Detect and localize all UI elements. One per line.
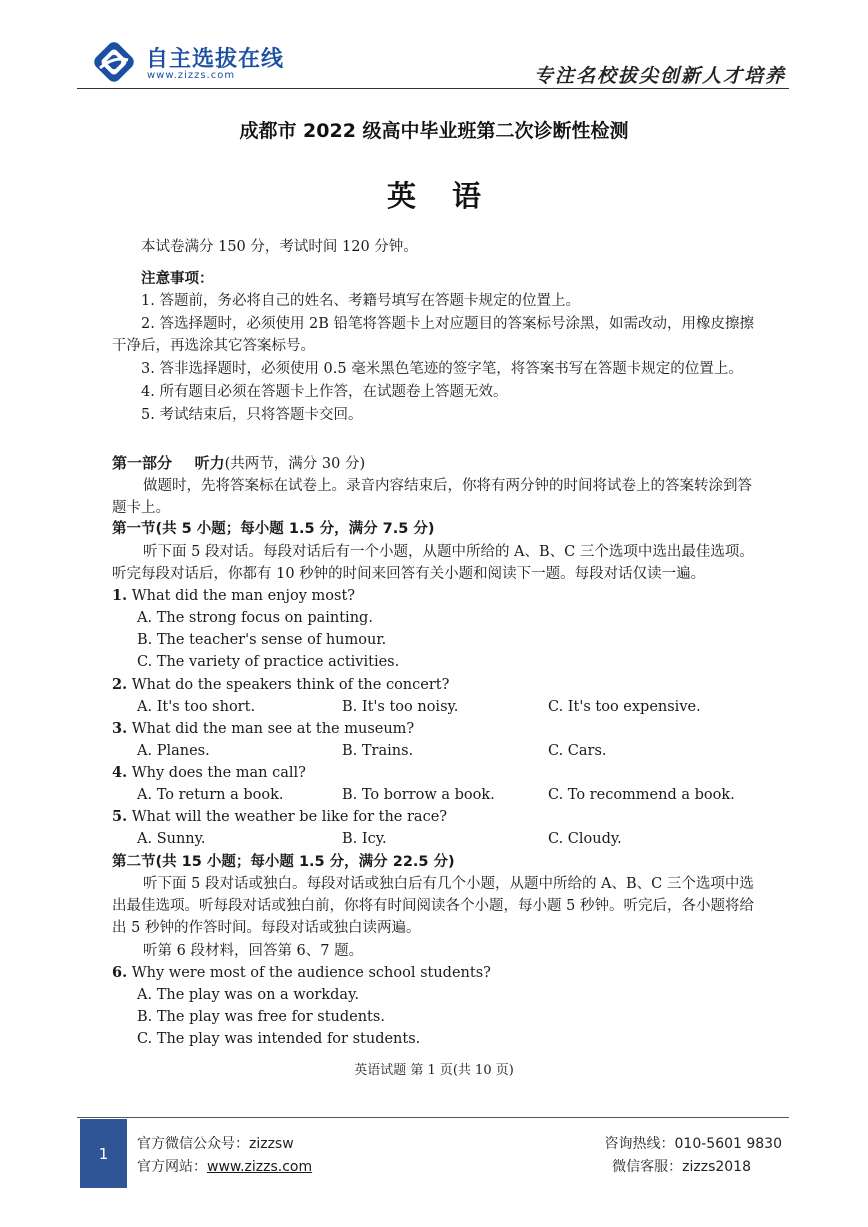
question-number: 5. <box>112 808 128 825</box>
hotline-value: 010-5601 9830 <box>674 1136 782 1152</box>
part1-instructions: 做题时，先将答案标在试卷上。录音内容结束后，你将有两分钟的时间将试卷上的答案转涂到答题卡上。 <box>112 478 752 516</box>
section1-instructions: 听下面 5 段对话。每段对话后有一个小题，从题中所给的 A、B、C 三个选项中选出最佳选项。听完每段对话后，你都有 10 秒钟的时间来回答有关小题和阅读下一题。每段对话仅读一遍。 <box>112 544 754 582</box>
option-b: B. Icy. <box>342 831 387 847</box>
brand-name: 自主选拔在线 <box>146 47 285 72</box>
question-text: What did the man see at the museum? <box>131 721 415 737</box>
question-number: 6. <box>112 964 128 981</box>
option-a: A. Sunny. <box>137 831 206 847</box>
brand-url: www.zizzs.com <box>147 70 236 81</box>
wechat-info <box>137 1133 294 1153</box>
question-6 <box>112 962 491 984</box>
wechat-value: zizzsw <box>249 1136 294 1152</box>
question-number: 2. <box>112 676 128 693</box>
note-item: 2. 答选择题时，必须使用 2B 铅笔将答题卡上对应题目的答案标号涂黑，如需改动，用橡皮擦擦干净后，再选涂其它答案标号。 <box>112 316 755 354</box>
question-3 <box>112 718 414 740</box>
section2-heading: 第二节(共 15 小题；每小题 1.5 分，满分 22.5 分) <box>112 854 455 870</box>
option-c: C. The variety of practice activities. <box>137 654 400 670</box>
wechat-label: 官方微信公众号： <box>137 1136 249 1152</box>
website-info <box>137 1156 312 1176</box>
option-a: A. Planes. <box>137 743 210 759</box>
option-b: B. The teacher's sense of humour. <box>137 632 387 648</box>
brand-logo-icon <box>90 38 138 86</box>
question-2 <box>112 674 449 696</box>
question-5 <box>112 806 447 828</box>
option-c: C. The play was intended for students. <box>137 1031 421 1047</box>
question-1 <box>112 585 355 607</box>
hotline-label: 咨询热线： <box>604 1136 675 1152</box>
option-c: C. It's too expensive. <box>548 699 701 715</box>
exam-intro: 本试卷满分 150 分，考试时间 120 分钟。 <box>141 239 418 255</box>
website-label: 官方网站： <box>137 1159 207 1175</box>
option-a: A. It's too short. <box>137 699 256 715</box>
question-text: What do the speakers think of the concert? <box>131 677 450 693</box>
question-4 <box>112 762 306 784</box>
option-b: B. It's too noisy. <box>342 699 459 715</box>
option-b: B. Trains. <box>342 743 414 759</box>
option-a: A. The play was on a workday. <box>137 987 359 1003</box>
question-number: 4. <box>112 764 128 781</box>
part1-meta: (共两节，满分 30 分) <box>224 456 366 472</box>
note-item: 3. 答非选择题时，必须使用 0.5 毫米黑色笔迹的签字笔，将答案书写在答题卡规定的位置上。 <box>141 361 743 377</box>
hotline-info <box>605 1133 782 1153</box>
exam-subject: 英语 <box>386 179 517 213</box>
question-number: 3. <box>112 720 128 737</box>
question-text: Why were most of the audience school students? <box>131 965 491 981</box>
option-b: B. The play was free for students. <box>137 1009 385 1025</box>
service-info <box>612 1156 751 1176</box>
part1-heading <box>112 452 365 475</box>
notes-heading: 注意事项： <box>141 271 214 287</box>
question-text: What will the weather be like for the race? <box>131 809 448 825</box>
question-number: 1. <box>112 587 128 604</box>
header-divider <box>77 88 789 89</box>
page-number: 1 <box>80 1119 127 1188</box>
footer-divider <box>77 1117 789 1118</box>
section1-heading: 第一节(共 5 小题；每小题 1.5 分，满分 7.5 分) <box>112 521 435 537</box>
note-item: 5. 考试结束后，只将答题卡交回。 <box>141 407 363 423</box>
question-text: Why does the man call? <box>131 765 306 781</box>
section2-material: 听第 6 段材料，回答第 6、7 题。 <box>143 943 364 959</box>
section2-instructions: 听下面 5 段对话或独白。每段对话或独白后有几个小题，从题中所给的 A、B、C 三个选项中选出最佳选项。听每段对话或独白前，你将有时间阅读各个小题，每小题 5 秒钟。听完后，各小题将给出 5 秒钟的作答时间。每段对话或独白读两遍。 <box>112 876 754 936</box>
option-a: A. To return a book. <box>137 787 284 803</box>
part1-name: 听力 <box>194 454 225 472</box>
option-c: C. Cars. <box>548 743 607 759</box>
note-item: 4. 所有题目必须在答题卡上作答，在试题卷上答题无效。 <box>141 384 508 400</box>
part1-label: 第一部分 <box>112 454 173 472</box>
note-item: 1. 答题前，务必将自己的姓名、考籍号填写在答题卡规定的位置上。 <box>141 293 580 309</box>
header-slogan: 专注名校拔尖创新人才培养 <box>533 65 786 87</box>
exam-page-footer: 英语试题 第 1 页(共 10 页) <box>354 1063 514 1078</box>
exam-title: 成都市 2022 级高中毕业班第二次诊断性检测 <box>239 120 629 142</box>
service-value: zizzs2018 <box>682 1159 751 1175</box>
option-c: C. To recommend a book. <box>548 787 735 803</box>
website-link[interactable]: www.zizzs.com <box>207 1159 313 1175</box>
option-b: B. To borrow a book. <box>342 787 495 803</box>
option-c: C. Cloudy. <box>548 831 622 847</box>
option-a: A. The strong focus on painting. <box>137 610 373 626</box>
service-label: 微信客服： <box>612 1159 683 1175</box>
question-text: What did the man enjoy most? <box>131 588 356 604</box>
